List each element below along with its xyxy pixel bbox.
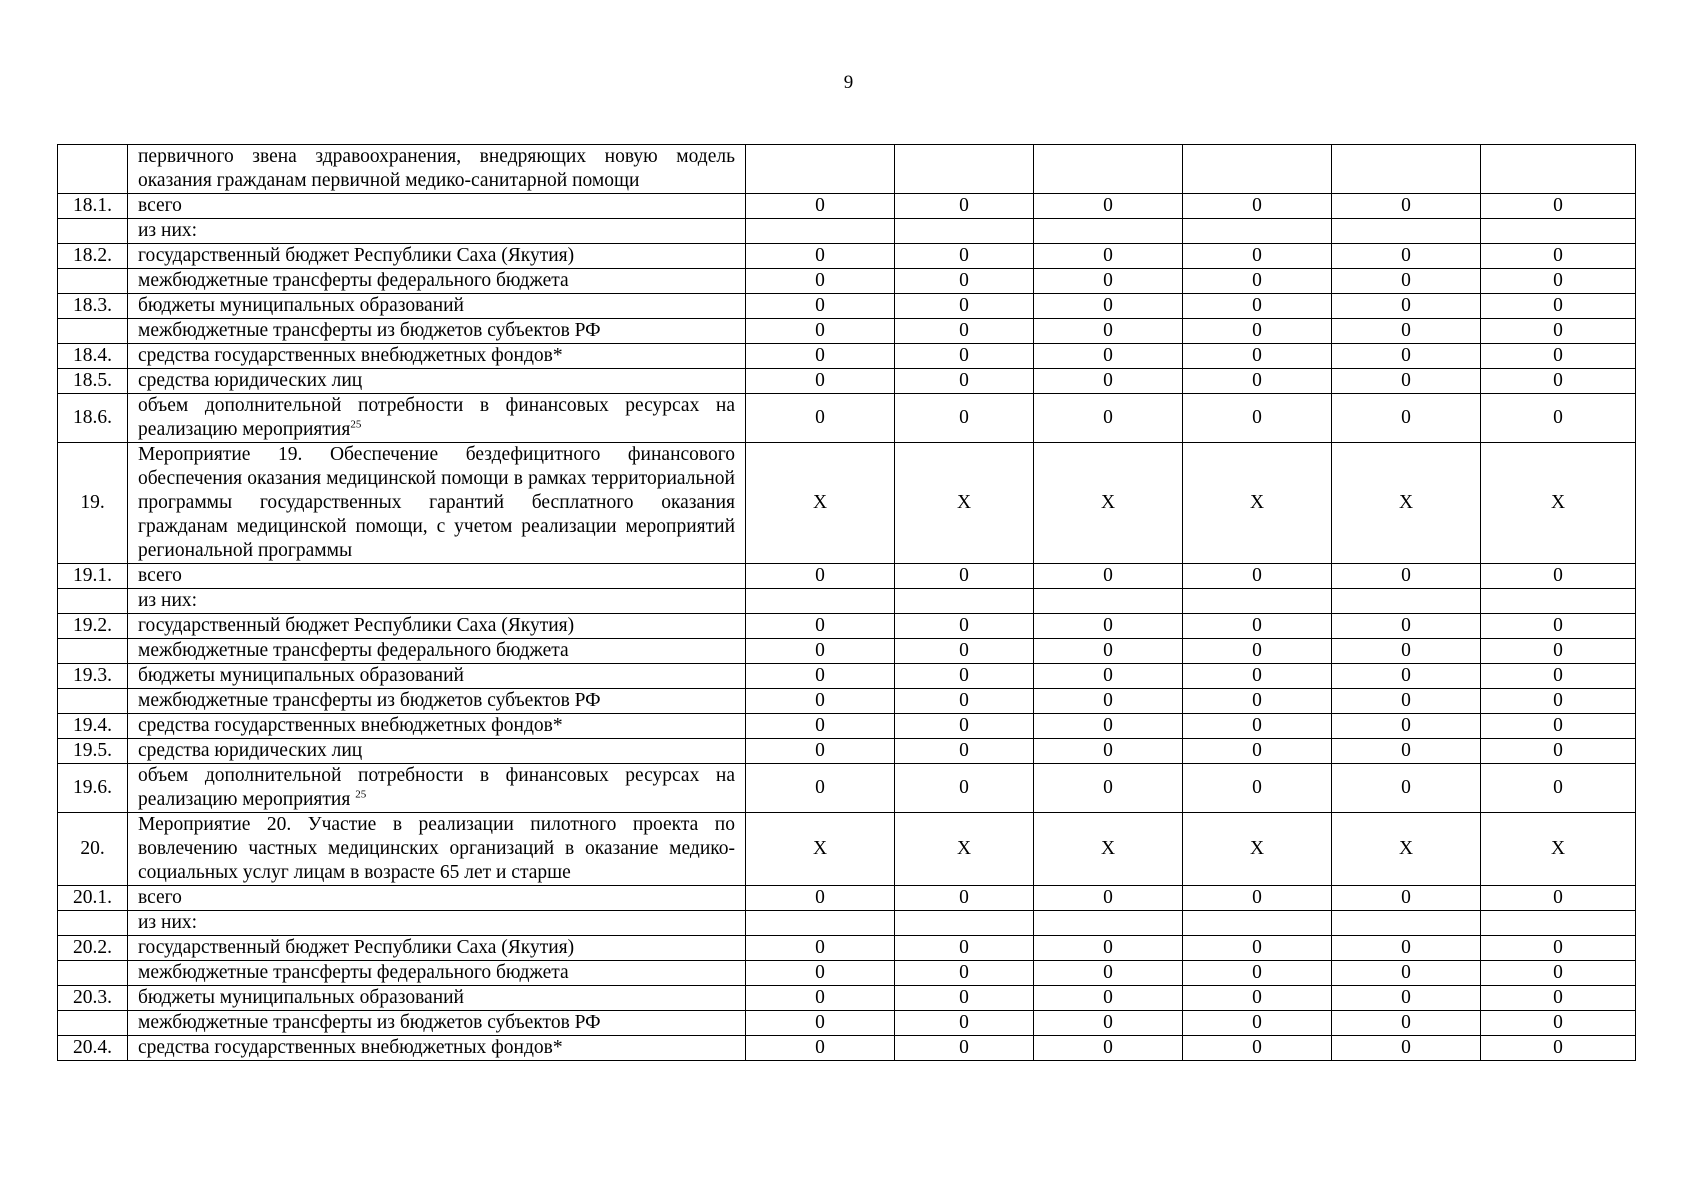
value-cell: 0 xyxy=(895,269,1034,294)
value-cell xyxy=(1481,589,1636,614)
table-row xyxy=(58,961,1636,986)
description-text: из них: xyxy=(138,590,198,611)
row-description xyxy=(128,394,746,443)
value-cell: 0 xyxy=(1332,344,1481,369)
value-cell: 0 xyxy=(1034,764,1183,813)
row-number: 19.2. xyxy=(58,614,128,639)
footnote-ref: 25 xyxy=(350,418,362,431)
value-cell: 0 xyxy=(895,244,1034,269)
value-cell: 0 xyxy=(1481,886,1636,911)
row-description xyxy=(128,639,746,664)
value-cell: 0 xyxy=(1481,961,1636,986)
row-number: 18.5. xyxy=(58,369,128,394)
value-cell: 0 xyxy=(1183,689,1332,714)
value-cell: X xyxy=(1034,813,1183,886)
page-number: 9 xyxy=(843,72,854,93)
row-description xyxy=(128,886,746,911)
value-cell: X xyxy=(1183,443,1332,564)
row-description xyxy=(128,244,746,269)
value-cell: 0 xyxy=(895,294,1034,319)
value-cell: 0 xyxy=(1034,714,1183,739)
row-description xyxy=(128,219,746,244)
value-cell: 0 xyxy=(1332,1011,1481,1036)
description-text: межбюджетные трансферты федерального бюджета xyxy=(138,270,569,291)
value-cell: 0 xyxy=(746,764,895,813)
value-cell: 0 xyxy=(746,319,895,344)
value-cell: 0 xyxy=(746,344,895,369)
row-number xyxy=(58,319,128,344)
value-cell: 0 xyxy=(1034,936,1183,961)
value-cell xyxy=(895,219,1034,244)
value-cell: 0 xyxy=(746,294,895,319)
description-text: объем дополнительной потребности в финансовых ресурсах на реализацию мероприятия xyxy=(138,395,735,440)
table-row xyxy=(58,911,1636,936)
value-cell: 0 xyxy=(1183,664,1332,689)
row-description xyxy=(128,564,746,589)
value-cell: 0 xyxy=(1183,639,1332,664)
value-cell: 0 xyxy=(895,764,1034,813)
row-number: 19.6. xyxy=(58,764,128,813)
value-cell: X xyxy=(1481,813,1636,886)
value-cell: 0 xyxy=(1034,394,1183,443)
row-number xyxy=(58,689,128,714)
value-cell xyxy=(895,911,1034,936)
value-cell: 0 xyxy=(1481,564,1636,589)
row-description xyxy=(128,714,746,739)
table-row xyxy=(58,936,1636,961)
value-cell: 0 xyxy=(1481,319,1636,344)
value-cell xyxy=(746,219,895,244)
value-cell: 0 xyxy=(1332,269,1481,294)
value-cell: X xyxy=(1183,813,1332,886)
value-cell: 0 xyxy=(895,714,1034,739)
value-cell xyxy=(1332,911,1481,936)
value-cell: 0 xyxy=(1332,764,1481,813)
table-row xyxy=(58,294,1636,319)
description-text: средства государственных внебюджетных фондов* xyxy=(138,1037,563,1058)
table-row xyxy=(58,194,1636,219)
row-number: 18.1. xyxy=(58,194,128,219)
value-cell: 0 xyxy=(746,1011,895,1036)
value-cell: 0 xyxy=(1481,1011,1636,1036)
value-cell: 0 xyxy=(1183,319,1332,344)
row-number: 18.6. xyxy=(58,394,128,443)
value-cell: 0 xyxy=(746,961,895,986)
value-cell: 0 xyxy=(1332,394,1481,443)
value-cell: 0 xyxy=(1481,294,1636,319)
value-cell: 0 xyxy=(1034,344,1183,369)
value-cell: 0 xyxy=(746,714,895,739)
value-cell: 0 xyxy=(1034,961,1183,986)
value-cell: 0 xyxy=(1183,269,1332,294)
value-cell: 0 xyxy=(895,194,1034,219)
table-row xyxy=(58,1011,1636,1036)
value-cell: 0 xyxy=(1332,614,1481,639)
value-cell: 0 xyxy=(1034,564,1183,589)
value-cell: 0 xyxy=(895,689,1034,714)
description-text: всего xyxy=(138,565,182,586)
value-cell xyxy=(1034,589,1183,614)
budget-table xyxy=(57,144,1636,1061)
value-cell: 0 xyxy=(746,244,895,269)
value-cell: X xyxy=(1034,443,1183,564)
value-cell: 0 xyxy=(895,369,1034,394)
description-text: бюджеты муниципальных образований xyxy=(138,987,464,1008)
row-number: 19. xyxy=(58,443,128,564)
value-cell: 0 xyxy=(1481,714,1636,739)
value-cell xyxy=(746,911,895,936)
description-text: государственный бюджет Республики Саха (Якутия) xyxy=(138,937,575,958)
row-description xyxy=(128,443,746,564)
row-description xyxy=(128,589,746,614)
value-cell: 0 xyxy=(1034,639,1183,664)
value-cell: 0 xyxy=(1034,986,1183,1011)
row-description xyxy=(128,689,746,714)
row-number: 19.3. xyxy=(58,664,128,689)
value-cell: 0 xyxy=(1183,294,1332,319)
value-cell: 0 xyxy=(1034,739,1183,764)
value-cell: 0 xyxy=(1481,614,1636,639)
description-text: межбюджетные трансферты федерального бюджета xyxy=(138,962,569,983)
row-number: 18.4. xyxy=(58,344,128,369)
description-text: межбюджетные трансферты из бюджетов субъектов РФ xyxy=(138,690,601,711)
row-description xyxy=(128,813,746,886)
value-cell: 0 xyxy=(1034,269,1183,294)
row-description xyxy=(128,145,746,194)
row-number xyxy=(58,1011,128,1036)
value-cell: 0 xyxy=(1183,244,1332,269)
value-cell xyxy=(1481,911,1636,936)
value-cell: 0 xyxy=(1183,764,1332,813)
value-cell xyxy=(746,589,895,614)
value-cell: 0 xyxy=(1332,664,1481,689)
row-description xyxy=(128,1011,746,1036)
value-cell: 0 xyxy=(895,936,1034,961)
row-number xyxy=(58,639,128,664)
value-cell: 0 xyxy=(1183,1011,1332,1036)
value-cell: 0 xyxy=(1481,344,1636,369)
value-cell: 0 xyxy=(1183,986,1332,1011)
value-cell: 0 xyxy=(1481,764,1636,813)
table-row xyxy=(58,813,1636,886)
row-number xyxy=(58,911,128,936)
value-cell: 0 xyxy=(1481,394,1636,443)
value-cell: 0 xyxy=(746,886,895,911)
value-cell: 0 xyxy=(895,564,1034,589)
value-cell: 0 xyxy=(895,961,1034,986)
value-cell xyxy=(1332,589,1481,614)
table-row xyxy=(58,344,1636,369)
table-row xyxy=(58,319,1636,344)
row-description xyxy=(128,764,746,813)
table-row xyxy=(58,614,1636,639)
value-cell: 0 xyxy=(1034,664,1183,689)
description-text: государственный бюджет Республики Саха (Якутия) xyxy=(138,615,575,636)
row-number: 19.4. xyxy=(58,714,128,739)
description-text: государственный бюджет Республики Саха (Якутия) xyxy=(138,245,575,266)
value-cell: 0 xyxy=(746,739,895,764)
row-description xyxy=(128,344,746,369)
description-text: из них: xyxy=(138,220,198,241)
value-cell: 0 xyxy=(746,269,895,294)
table-row xyxy=(58,714,1636,739)
description-text: всего xyxy=(138,887,182,908)
table-row xyxy=(58,244,1636,269)
table-row xyxy=(58,145,1636,194)
value-cell xyxy=(746,145,895,194)
value-cell xyxy=(1183,219,1332,244)
value-cell xyxy=(1332,145,1481,194)
value-cell: 0 xyxy=(746,194,895,219)
description-text: первичного звена здравоохранения, внедряющих новую модель оказания гражданам первичной медико-санитарной помощи xyxy=(138,146,735,191)
value-cell: X xyxy=(1481,443,1636,564)
table-row xyxy=(58,443,1636,564)
description-text: средства юридических лиц xyxy=(138,370,363,391)
value-cell xyxy=(895,589,1034,614)
value-cell: 0 xyxy=(746,639,895,664)
value-cell xyxy=(1332,219,1481,244)
value-cell: 0 xyxy=(1332,936,1481,961)
value-cell: 0 xyxy=(1034,319,1183,344)
description-text: из них: xyxy=(138,912,198,933)
description-text: межбюджетные трансферты из бюджетов субъектов РФ xyxy=(138,320,601,341)
value-cell: 0 xyxy=(1481,244,1636,269)
value-cell: 0 xyxy=(895,394,1034,443)
row-number: 20.4. xyxy=(58,1036,128,1061)
value-cell: 0 xyxy=(895,664,1034,689)
value-cell: 0 xyxy=(1332,714,1481,739)
description-text: межбюджетные трансферты из бюджетов субъектов РФ xyxy=(138,1012,601,1033)
value-cell xyxy=(1034,145,1183,194)
value-cell: 0 xyxy=(1332,564,1481,589)
row-number xyxy=(58,219,128,244)
row-description xyxy=(128,269,746,294)
value-cell xyxy=(1034,911,1183,936)
value-cell: 0 xyxy=(1481,269,1636,294)
value-cell xyxy=(1183,145,1332,194)
table-row xyxy=(58,986,1636,1011)
row-number: 18.3. xyxy=(58,294,128,319)
value-cell: 0 xyxy=(1034,244,1183,269)
value-cell: X xyxy=(746,443,895,564)
value-cell: X xyxy=(1332,813,1481,886)
description-text: бюджеты муниципальных образований xyxy=(138,295,464,316)
value-cell: 0 xyxy=(1332,369,1481,394)
value-cell: 0 xyxy=(1481,664,1636,689)
value-cell: 0 xyxy=(746,986,895,1011)
value-cell: 0 xyxy=(1034,1011,1183,1036)
value-cell: 0 xyxy=(1332,1036,1481,1061)
value-cell: 0 xyxy=(1332,986,1481,1011)
table-row xyxy=(58,764,1636,813)
table-row xyxy=(58,664,1636,689)
value-cell: 0 xyxy=(1183,886,1332,911)
value-cell: 0 xyxy=(1332,319,1481,344)
value-cell: 0 xyxy=(1481,689,1636,714)
row-description xyxy=(128,664,746,689)
table-row xyxy=(58,369,1636,394)
value-cell: 0 xyxy=(746,936,895,961)
row-description xyxy=(128,294,746,319)
value-cell: 0 xyxy=(895,739,1034,764)
value-cell xyxy=(1481,219,1636,244)
value-cell: 0 xyxy=(1332,194,1481,219)
row-number: 19.1. xyxy=(58,564,128,589)
value-cell: 0 xyxy=(1034,294,1183,319)
value-cell: 0 xyxy=(895,1036,1034,1061)
value-cell: 0 xyxy=(746,369,895,394)
value-cell: 0 xyxy=(1183,194,1332,219)
value-cell: 0 xyxy=(1183,739,1332,764)
value-cell: 0 xyxy=(895,986,1034,1011)
value-cell: 0 xyxy=(1332,639,1481,664)
value-cell: 0 xyxy=(1481,936,1636,961)
value-cell: 0 xyxy=(1034,369,1183,394)
value-cell: X xyxy=(895,813,1034,886)
row-description xyxy=(128,936,746,961)
description-text: Мероприятие 20. Участие в реализации пилотного проекта по вовлечению частных медицинских организаций в оказание медико-социальных услуг лицам в возрасте 65 лет и старше xyxy=(138,814,735,883)
value-cell: X xyxy=(1332,443,1481,564)
value-cell: 0 xyxy=(895,344,1034,369)
row-description xyxy=(128,369,746,394)
table-row xyxy=(58,1036,1636,1061)
footnote-ref: 25 xyxy=(355,788,367,801)
table-row xyxy=(58,639,1636,664)
value-cell: 0 xyxy=(1332,244,1481,269)
row-number xyxy=(58,145,128,194)
row-number: 19.5. xyxy=(58,739,128,764)
table-row xyxy=(58,564,1636,589)
row-number: 20.3. xyxy=(58,986,128,1011)
row-description xyxy=(128,911,746,936)
description-text: бюджеты муниципальных образований xyxy=(138,665,464,686)
row-number xyxy=(58,589,128,614)
table-row xyxy=(58,739,1636,764)
value-cell: 0 xyxy=(746,664,895,689)
row-description xyxy=(128,1036,746,1061)
value-cell: 0 xyxy=(1481,194,1636,219)
table-row xyxy=(58,886,1636,911)
description-text: средства государственных внебюджетных фондов* xyxy=(138,715,563,736)
row-description xyxy=(128,614,746,639)
value-cell xyxy=(1183,911,1332,936)
value-cell: 0 xyxy=(746,564,895,589)
description-text: средства государственных внебюджетных фондов* xyxy=(138,345,563,366)
value-cell: 0 xyxy=(1481,369,1636,394)
value-cell: X xyxy=(895,443,1034,564)
value-cell: 0 xyxy=(1183,369,1332,394)
value-cell: 0 xyxy=(1183,714,1332,739)
value-cell: 0 xyxy=(1481,639,1636,664)
value-cell: 0 xyxy=(1481,1036,1636,1061)
value-cell: 0 xyxy=(1183,344,1332,369)
value-cell: 0 xyxy=(1332,294,1481,319)
row-description xyxy=(128,986,746,1011)
row-description xyxy=(128,961,746,986)
value-cell xyxy=(1183,589,1332,614)
row-number: 18.2. xyxy=(58,244,128,269)
row-description xyxy=(128,739,746,764)
value-cell: 0 xyxy=(1332,886,1481,911)
value-cell xyxy=(1034,219,1183,244)
value-cell: 0 xyxy=(1183,564,1332,589)
value-cell: 0 xyxy=(1332,739,1481,764)
value-cell: 0 xyxy=(895,886,1034,911)
row-number: 20.1. xyxy=(58,886,128,911)
value-cell: 0 xyxy=(746,614,895,639)
value-cell: X xyxy=(746,813,895,886)
table-body xyxy=(58,145,1636,1061)
value-cell: 0 xyxy=(895,1011,1034,1036)
row-description xyxy=(128,194,746,219)
value-cell: 0 xyxy=(1481,986,1636,1011)
value-cell: 0 xyxy=(1183,1036,1332,1061)
row-number: 20.2. xyxy=(58,936,128,961)
value-cell xyxy=(1481,145,1636,194)
row-description xyxy=(128,319,746,344)
value-cell: 0 xyxy=(1183,614,1332,639)
value-cell: 0 xyxy=(1481,739,1636,764)
value-cell: 0 xyxy=(1034,1036,1183,1061)
value-cell: 0 xyxy=(1034,614,1183,639)
value-cell: 0 xyxy=(895,639,1034,664)
value-cell: 0 xyxy=(746,689,895,714)
value-cell: 0 xyxy=(895,319,1034,344)
value-cell: 0 xyxy=(1034,689,1183,714)
row-number: 20. xyxy=(58,813,128,886)
value-cell: 0 xyxy=(1183,394,1332,443)
value-cell: 0 xyxy=(1183,961,1332,986)
row-number xyxy=(58,269,128,294)
value-cell: 0 xyxy=(1183,936,1332,961)
description-text: межбюджетные трансферты федерального бюджета xyxy=(138,640,569,661)
table-row xyxy=(58,689,1636,714)
value-cell: 0 xyxy=(746,394,895,443)
row-number xyxy=(58,961,128,986)
table-row xyxy=(58,269,1636,294)
table-row xyxy=(58,394,1636,443)
value-cell: 0 xyxy=(1034,194,1183,219)
description-text: всего xyxy=(138,195,182,216)
value-cell: 0 xyxy=(1332,961,1481,986)
value-cell: 0 xyxy=(1332,689,1481,714)
table-row xyxy=(58,219,1636,244)
value-cell xyxy=(895,145,1034,194)
description-text: Мероприятие 19. Обеспечение бездефицитного финансового обеспечения оказания медицинской помощи в рамках территориальной программы государственных гарантий бесплатного оказания гражданам медицинской помощи, с учетом реализации мероприятий региональной программы xyxy=(138,444,735,561)
description-text: средства юридических лиц xyxy=(138,740,363,761)
value-cell: 0 xyxy=(895,614,1034,639)
value-cell: 0 xyxy=(746,1036,895,1061)
value-cell: 0 xyxy=(1034,886,1183,911)
table-row xyxy=(58,589,1636,614)
description-text: объем дополнительной потребности в финансовых ресурсах на реализацию мероприятия xyxy=(138,765,735,810)
